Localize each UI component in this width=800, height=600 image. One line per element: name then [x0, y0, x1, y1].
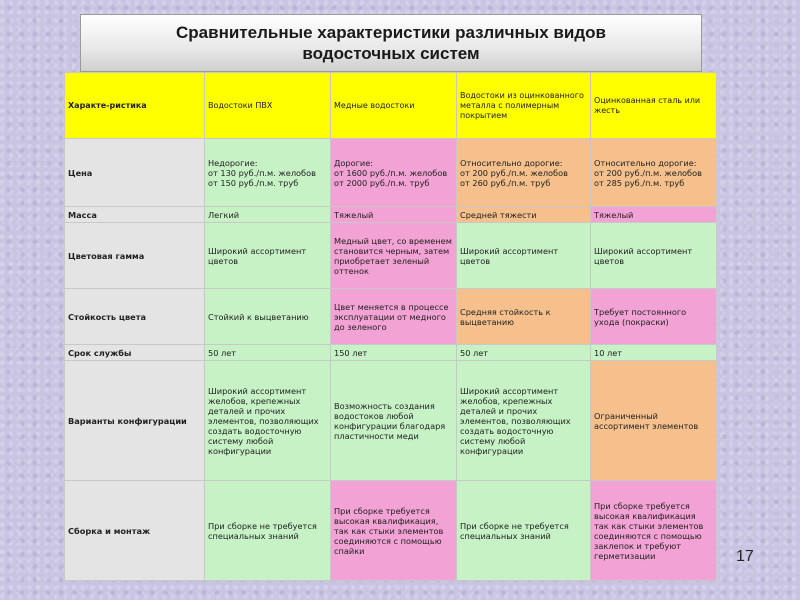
- table-cell: 50 лет: [205, 345, 331, 361]
- table-row: [65, 481, 717, 581]
- table-cell: При сборке требуется высокая квалификация, так как стыки элементов соединяются с помощью спайки: [331, 481, 457, 581]
- table-cell: 50 лет: [457, 345, 591, 361]
- table-cell: Широкий ассортимент желобов, крепежных деталей и прочих элементов, позволяющих создать водосточную систему любой конфигурации: [457, 361, 591, 481]
- table-cell: Широкий ассортимент желобов, крепежных деталей и прочих элементов, позволяющих создать водосточную систему любой конфигурации: [205, 361, 331, 481]
- row-label: Масса: [65, 207, 205, 223]
- table-cell: Относительно дорогие: от 200 руб./п.м. желобов от 260 руб./п.м. труб: [457, 139, 591, 207]
- table-cell: Средней тяжести: [457, 207, 591, 223]
- table-cell: При сборке не требуется специальных знаний: [205, 481, 331, 581]
- table-cell: Относительно дорогие: от 200 руб./п.м. желобов от 285 руб./п.м. труб: [591, 139, 717, 207]
- table-cell: Широкий ассортимент цветов: [205, 223, 331, 289]
- table-cell: Требует постоянного ухода (покраски): [591, 289, 717, 345]
- title-line-1: Сравнительные характеристики различных видов: [176, 23, 606, 42]
- title-line-2: водосточных систем: [302, 44, 480, 63]
- header-pvc: Водостоки ПВХ: [205, 73, 331, 139]
- table-cell: Дорогие: от 1600 руб./п.м. желобов от 2000 руб./п.м. труб: [331, 139, 457, 207]
- table-row: [65, 223, 717, 289]
- header-characteristic: Характе-ристика: [65, 73, 205, 139]
- table-cell: Средняя стойкость к выцветанию: [457, 289, 591, 345]
- table-row: [65, 361, 717, 481]
- table-cell: Тяжелый: [591, 207, 717, 223]
- header-copper: Медные водостоки: [331, 73, 457, 139]
- table-row: [65, 345, 717, 361]
- page-number: 17: [736, 548, 754, 565]
- table-cell: Недорогие: от 130 руб./п.м. желобов от 150 руб./п.м. труб: [205, 139, 331, 207]
- table-row: [65, 207, 717, 223]
- row-label: Срок службы: [65, 345, 205, 361]
- table-cell: При сборке не требуется специальных знаний: [457, 481, 591, 581]
- row-label: Стойкость цвета: [65, 289, 205, 345]
- table-cell: Медный цвет, со временем становится черным, затем приобретает зеленый оттенок: [331, 223, 457, 289]
- table-row: [65, 139, 717, 207]
- header-row: [65, 73, 717, 139]
- table-cell: При сборке требуется высокая квалификация так как стыки элементов соединяются с помощью заклепок и требуют герметизации: [591, 481, 717, 581]
- table-cell: Широкий ассортимент цветов: [591, 223, 717, 289]
- table-cell: Цвет меняется в процессе эксплуатации от медного до зеленого: [331, 289, 457, 345]
- table-cell: Ограниченный ассортимент элементов: [591, 361, 717, 481]
- table-cell: 10 лет: [591, 345, 717, 361]
- table-cell: Широкий ассортимент цветов: [457, 223, 591, 289]
- table-cell: Стойкий к выцветанию: [205, 289, 331, 345]
- table-cell: Тяжелый: [331, 207, 457, 223]
- row-label: Цена: [65, 139, 205, 207]
- table-cell: 150 лет: [331, 345, 457, 361]
- table-row: [65, 289, 717, 345]
- comparison-table: [64, 72, 717, 581]
- row-label: Варианты конфигурации: [65, 361, 205, 481]
- header-galvanized-polymer: Водостоки из оцинкованного металла с полимерным покрытием: [457, 73, 591, 139]
- row-label: Цветовая гамма: [65, 223, 205, 289]
- table-cell: Легкий: [205, 207, 331, 223]
- row-label: Сборка и монтаж: [65, 481, 205, 581]
- table-cell: Возможность создания водостоков любой конфигурации благодаря пластичности меди: [331, 361, 457, 481]
- header-galvanized-steel: Оцинкованная сталь или жесть: [591, 73, 717, 139]
- slide-title: [80, 14, 702, 72]
